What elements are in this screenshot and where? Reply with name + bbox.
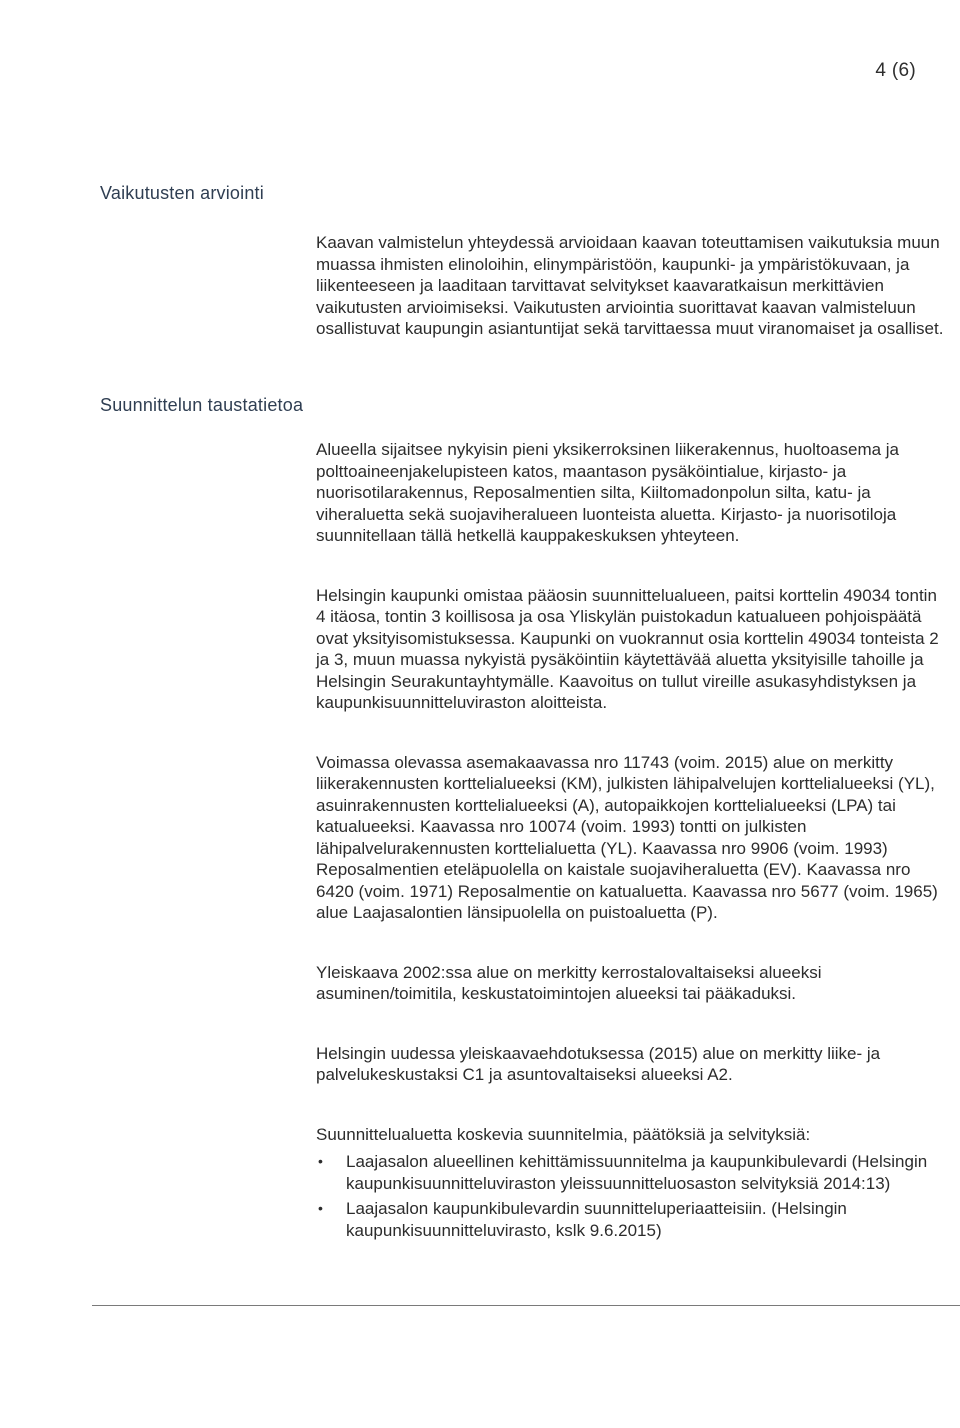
background-paragraph: Helsingin kaupunki omistaa pääosin suunnittelualueen, paitsi korttelin 49034 tontin 4 itäosa, tontin 3 koillisosa ja osa Yliskylän puistokadun katualueen pohjoispäätä ovat yksityisomistuksessa. Kaupunki on vuokrannut osia korttelin 49034 tonteista 2 ja 3, muun muassa nykyistä pysäköintiin käytettävää aluetta yksityisille tahoille ja Helsingin Seurakuntayhtymälle. Kaavoitus on tullut vireille asukasyhdistyksen ja kaupunkisuunnitteluviraston aloitteista. xyxy=(316,585,939,712)
plans-intro: Suunnittelualuetta koskevia suunnitelmia, päätöksiä ja selvityksiä: xyxy=(316,1124,811,1144)
list-item xyxy=(316,1198,946,1241)
heading-planning-background: Suunnittelun taustatietoa xyxy=(100,395,304,415)
list-item xyxy=(316,1151,946,1194)
page-number: 4 (6) xyxy=(875,60,916,81)
impact-section xyxy=(316,232,946,340)
bullet-icon: • xyxy=(318,1200,323,1216)
impact-paragraph: Kaavan valmistelun yhteydessä arvioidaan kaavan toteuttamisen vaikutuksia muun muassa ihmisten elinoloihin, elinympäristöön, kaupunki- ja ympäristökuvaan, ja liikenteeseen ja laaditaan tarvittavat selvitykset kaavaratkaisun merkittävien vaikutusten arvioimiseksi. Vaikutusten arviointia suorittavat kaavan valmisteluun osallistuvat kaupungin asiantuntijat sekä tarvittaessa muut viranomaiset ja osalliset. xyxy=(316,233,944,338)
background-paragraph: Helsingin uudessa yleiskaavaehdotuksessa (2015) alue on merkitty liike- ja palvelukeskustaksi C1 ja asuntovaltaiseksi alueeksi A2. xyxy=(316,1043,881,1084)
list-item-text: Laajasalon alueellinen kehittämissuunnitelma ja kaupunkibulevardi (Helsingin kaupunkisuunnitteluviraston yleissuunnitteluosaston selvityksiä 2014:13) xyxy=(346,1152,928,1193)
bullet-icon: • xyxy=(318,1153,323,1169)
footer-divider xyxy=(92,1305,960,1306)
background-paragraph: Alueella sijaitsee nykyisin pieni yksikerroksinen liikerakennus, huoltoasema ja polttoaineenjakelupisteen katos, maantason pysäköintialue, kirjasto- ja nuorisotilarakennus, Reposalmentien silta, Kiiltomadonpolun silta, katu- ja viheraluetta sekä suojaviheralueen luonteista aluetta. Kirjasto- ja nuorisotiloja suunnitellaan tällä hetkellä kauppakeskuksen yhteyteen. xyxy=(316,440,900,545)
background-paragraph: Voimassa olevassa asemakaavassa nro 11743 (voim. 2015) alue on merkitty liikerakennusten korttelialueeksi (KM), julkisten lähipalvelujen korttelialueeksi (YL), asuinrakennusten korttelialueeksi (A), autopaikkojen korttelialueeksi (LPA) tai katualueeksi. Kaavassa nro 10074 (voim. 1993) tontti on julkisten lähipalvelurakennusten korttelialuetta (YL). Kaavassa nro 9906 (voim. 1993) Reposalmentien eteläpuolella on kaistale suojaviheraluetta (EV). Kaavassa nro 6420 (voim. 1971) Reposalmentie on katualuetta. Kaavassa nro 5677 (voim. 1965) alue Laajasalontien länsipuolella on puistoaluetta (P). xyxy=(316,752,938,922)
list-item-text: Laajasalon kaupunkibulevardin suunnitteluperiaatteisiin. (Helsingin kaupunkisuunnitteluvirasto, kslk 9.6.2015) xyxy=(346,1199,847,1240)
plans-list xyxy=(316,1151,946,1241)
background-paragraph: Yleiskaava 2002:ssa alue on merkitty kerrostalovaltaiseksi alueeksi asuminen/toimitila, keskustatoimintojen alueeksi tai pääkaduksi. xyxy=(316,962,822,1003)
heading-impact-assessment: Vaikutusten arviointi xyxy=(100,183,264,203)
background-section xyxy=(316,439,946,1245)
